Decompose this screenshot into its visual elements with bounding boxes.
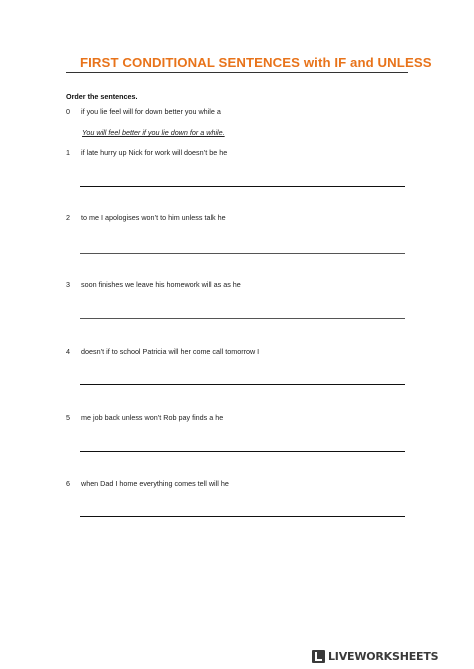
item-words: doesn’t if to school Patricia will her come call tomorrow I xyxy=(81,347,260,356)
item-number: 6 xyxy=(66,479,70,488)
brand-name: LIVEWORKSHEETS xyxy=(328,650,439,663)
list-item xyxy=(66,280,241,289)
list-item xyxy=(66,413,223,422)
example-item xyxy=(66,107,221,116)
item-words: to me I apologises won’t to him unless talk he xyxy=(81,213,226,222)
list-item xyxy=(66,213,226,222)
worksheet-title: FIRST CONDITIONAL SENTENCES with IF and UNLESS xyxy=(80,55,432,70)
item-words: if you lie feel will for down better you while a xyxy=(81,107,221,116)
list-item xyxy=(66,479,229,488)
liveworksheets-logo-icon xyxy=(312,650,325,663)
example-answer: You will feel better if you lie down for a while. xyxy=(82,128,225,137)
item-words: soon finishes we leave his homework will as as he xyxy=(81,280,241,289)
answer-line-2[interactable] xyxy=(80,253,405,254)
list-item xyxy=(66,148,227,157)
item-number: 0 xyxy=(66,107,70,116)
item-number: 1 xyxy=(66,148,70,157)
footer-brand xyxy=(312,650,438,663)
answer-line-3[interactable] xyxy=(80,318,405,319)
answer-line-6[interactable] xyxy=(80,516,405,517)
answer-line-5[interactable] xyxy=(80,451,405,452)
answer-line-4[interactable] xyxy=(80,384,405,385)
instruction: Order the sentences. xyxy=(66,92,138,101)
item-words: me job back unless won’t Rob pay finds a he xyxy=(81,413,224,422)
item-words: if late hurry up Nick for work will doesn’t be he xyxy=(81,148,228,157)
item-number: 2 xyxy=(66,213,70,222)
list-item xyxy=(66,347,259,356)
item-number: 5 xyxy=(66,413,70,422)
title-underline xyxy=(66,72,408,73)
item-number: 4 xyxy=(66,347,70,356)
answer-line-1[interactable] xyxy=(80,186,405,187)
item-words: when Dad I home everything comes tell will he xyxy=(81,479,229,488)
item-number: 3 xyxy=(66,280,70,289)
